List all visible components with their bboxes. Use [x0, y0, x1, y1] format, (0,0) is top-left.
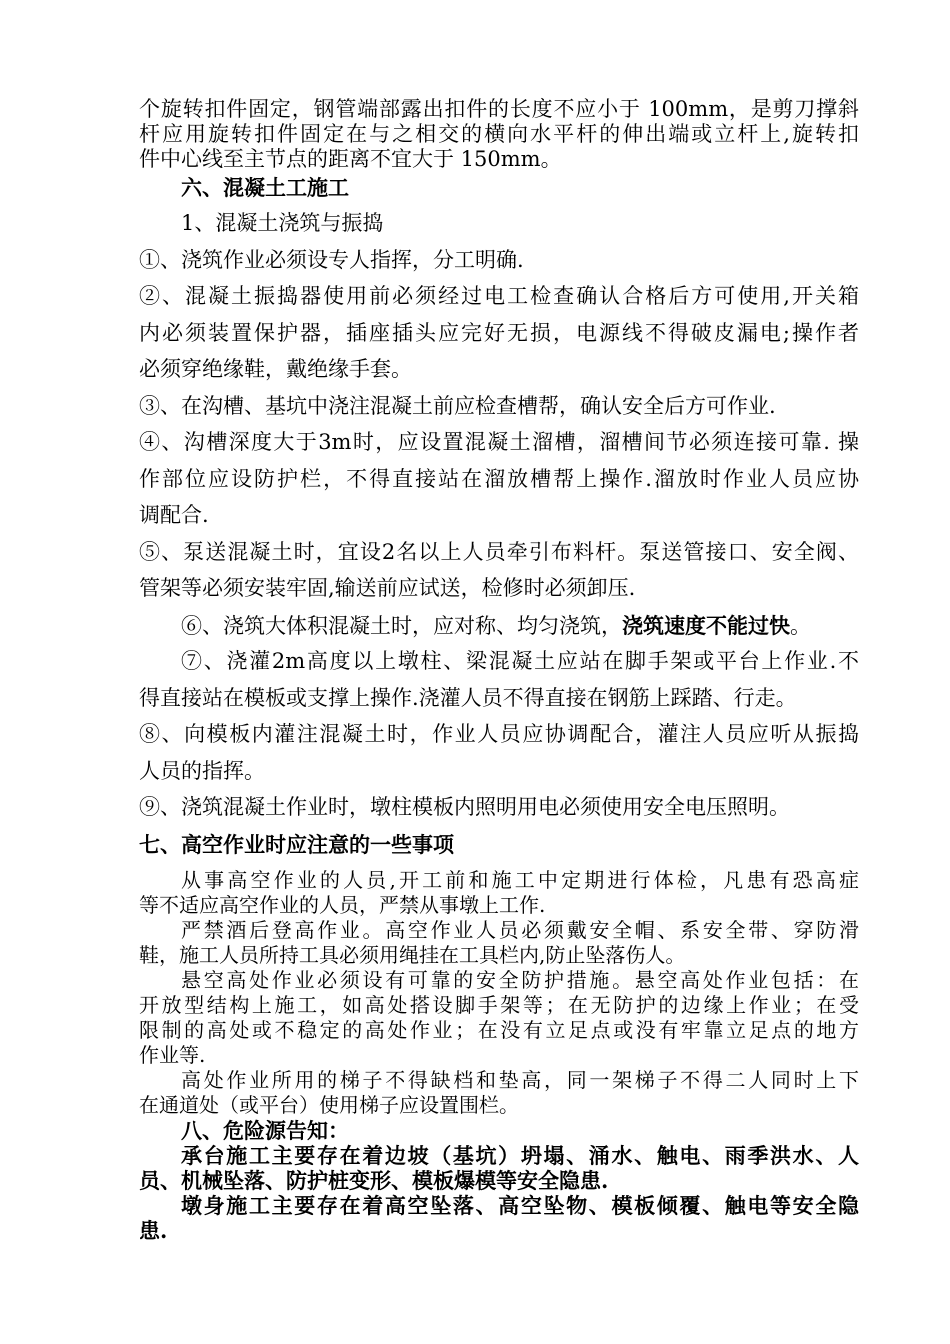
text-run: ⑥、浇筑大体积混凝土时，应对称、均匀浇筑， [181, 614, 622, 638]
warning-text: 员、机械坠落、防护桩变形、模板爆模等安全隐患. [139, 1168, 609, 1193]
text-line: 必须穿绝缘鞋，戴绝缘手套。 [139, 357, 412, 381]
text-line: 鞋，施工人员所持工具必须用绳挂在工具栏内,防止坠落伤人。 [139, 943, 686, 967]
text-line: 高处作业所用的梯子不得缺档和垫高，同一架梯子不得二人同时上下 [181, 1068, 859, 1092]
text-line: 作业等. [139, 1043, 206, 1067]
text-line [181, 615, 811, 637]
text-line: 杆应用旋转扣件固定在与之相交的横向水平杆的伸出端或立杆上,旋转扣 [139, 122, 859, 146]
text-line: 开放型结构上施工，如高处搭设脚手架等；在无防护的边缘上作业；在受 [139, 993, 859, 1017]
text-line: 在通道处（或平台）使用梯子应设置围栏。 [139, 1093, 519, 1117]
text-line: 人员的指挥。 [139, 759, 265, 783]
text-line: ①、浇筑作业必须设专人指挥，分工明确. [139, 248, 524, 272]
warning-text: 承台施工主要存在着边坡（基坑）坍塌、涌水、触电、雨季洪水、人 [181, 1143, 859, 1168]
warning-text: 患. [139, 1218, 168, 1243]
text-line: 件中心线至主节点的距离不宜大于 150mm。 [139, 147, 562, 171]
text-line: ③、在沟槽、基坑中浇注混凝土前应检查槽帮，确认安全后方可作业. [139, 394, 776, 418]
warning-text: 墩身施工主要存在着高空坠落、高空坠物、模板倾覆、触电等安全隐 [181, 1193, 859, 1218]
text-line: ⑦、浇灌2m高度以上墩柱、梁混凝土应站在脚手架或平台上作业.不 [181, 649, 859, 673]
text-line: 调配合. [139, 503, 209, 527]
text-line: ⑨、浇筑混凝土作业时，墩柱模板内照明用电必须使用安全电压照明。 [139, 795, 790, 819]
section-heading: 八、危险源告知： [181, 1118, 349, 1143]
text-line: 个旋转扣件固定，钢管端部露出扣件的长度不应小于 100mm，是剪刀撑斜 [139, 97, 859, 121]
text-line: 管架等必须安装牢固,输送前应试送，检修时必须卸压. [139, 576, 636, 600]
emphasis-text: 浇筑速度不能过快 [622, 613, 790, 638]
text-line: 从事高空作业的人员,开工前和施工中定期进行体检，凡患有恐高症 [181, 868, 859, 892]
text-line: 等不适应高空作业的人员，严禁从事墩上工作. [139, 893, 546, 917]
text-line: 得直接站在模板或支撑上操作.浇灌人员不得直接在钢筋上踩踏、行走。 [139, 686, 797, 710]
section-heading: 六、混凝土工施工 [181, 175, 349, 200]
text-line: ⑤、泵送混凝土时，宜设2名以上人员牵引布料杆。泵送管接口、安全阀、 [139, 540, 859, 564]
text-line: ④、沟槽深度大于3m时，应设置混凝土溜槽，溜槽间节必须连接可靠. 操 [139, 430, 859, 454]
subsection-heading: 1、混凝土浇筑与振捣 [181, 211, 384, 235]
section-heading: 七、高空作业时应注意的一些事项 [139, 832, 454, 857]
text-line: ⑧、向模板内灌注混凝土时，作业人员应协调配合，灌注人员应听从振捣 [139, 722, 859, 746]
text-line: 限制的高处或不稳定的高处作业；在没有立足点或没有牢靠立足点的地方 [139, 1018, 859, 1042]
text-line: 作部位应设防护栏，不得直接站在溜放槽帮上操作.溜放时作业人员应协 [139, 467, 859, 491]
text-line: 严禁酒后登高作业。高空作业人员必须戴安全帽、系安全带、穿防滑 [181, 918, 859, 942]
text-line: 内必须装置保护器，插座插头应完好无损，电源线不得破皮漏电;操作者 [139, 321, 859, 345]
text-line: 悬空高处作业必须设有可靠的安全防护措施。悬空高处作业包括：在 [181, 968, 859, 992]
text-line: ②、混凝土振捣器使用前必须经过电工检查确认合格后方可使用,开关箱 [139, 284, 859, 308]
text-run: 。 [790, 614, 811, 638]
